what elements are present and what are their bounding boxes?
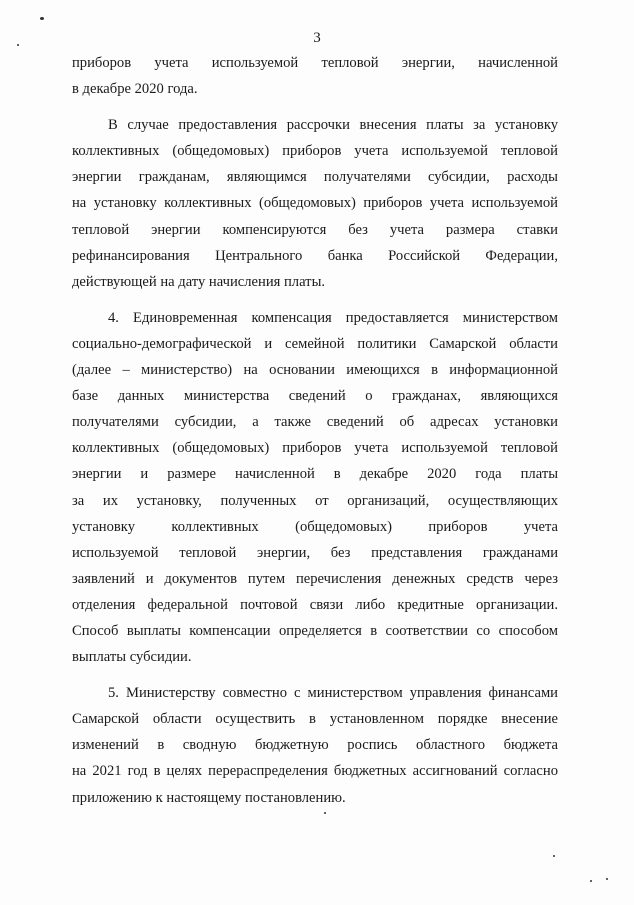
scan-speck	[324, 812, 326, 814]
text-line: базе данных министерства сведений о гражданах, являющихся	[72, 388, 558, 405]
paragraph-clause-4	[72, 305, 558, 670]
text-line: рефинансирования Центрального банка Российской Федерации,	[72, 247, 558, 264]
text-line: на 2021 год в целях перераспределения бюджетных ассигнований согласно	[72, 763, 558, 780]
text-line: отделения федеральной почтовой связи либо кредитные организации.	[72, 596, 558, 613]
text-line: коллективных (общедомовых) приборов учета используемой тепловой	[72, 440, 558, 457]
scan-speck	[606, 878, 608, 880]
text-line: приложению к настоящему постановлению.	[72, 789, 346, 806]
text-line: получателями субсидии, а также сведений об адресах установки	[72, 414, 558, 431]
text-line: заявлений и документов путем перечисления денежных средств через	[72, 570, 558, 587]
text-line: Способ выплаты компенсации определяется в соответствии со способом	[72, 622, 558, 639]
scan-speck	[590, 880, 592, 882]
text-line: Самарской области осуществить в установленном порядке внесение	[72, 711, 558, 728]
text-line: тепловой энергии компенсируются без учета размера ставки	[72, 221, 558, 238]
paragraph-installment	[72, 112, 558, 295]
text-line: действующей на дату начисления платы.	[72, 273, 326, 290]
text-line: за их установку, полученных от организаций, осуществляющих	[72, 492, 558, 509]
text-line: 5. Министерству совместно с министерством управления финансами	[108, 685, 558, 702]
text-line: (далее – министерство) на основании имеющихся в информационной	[72, 362, 558, 379]
text-line: выплаты субсидии.	[72, 649, 192, 666]
text-line: на установку коллективных (общедомовых) приборов учета используемой	[72, 195, 558, 212]
text-line: изменений в сводную бюджетную роспись областного бюджета	[72, 737, 558, 754]
page-number: 3	[313, 30, 321, 46]
text-line: используемой тепловой энергии, без представления гражданами	[72, 544, 558, 561]
scan-speck	[553, 855, 555, 857]
text-line: коллективных (общедомовых) приборов учета используемой тепловой	[72, 143, 558, 160]
text-line: энергии гражданам, являющимся получателями субсидии, расходы	[72, 169, 558, 186]
text-line: социально-демографической и семейной политики Самарской области	[72, 335, 558, 352]
scan-speck	[17, 44, 19, 46]
paragraph-clause-5	[72, 680, 558, 810]
paragraph-continuation	[72, 50, 558, 102]
text-line: установку коллективных (общедомовых) приборов учета	[72, 518, 558, 535]
text-line: В случае предоставления рассрочки внесения платы за установку	[108, 117, 558, 134]
text-line: в декабре 2020 года.	[72, 81, 198, 98]
text-line: энергии и размере начисленной в декабре 2020 года платы	[72, 466, 558, 483]
text-line: приборов учета используемой тепловой энергии, начисленной	[72, 55, 558, 71]
document-body	[72, 50, 558, 811]
text-line: 4. Единовременная компенсация предоставляется министерством	[108, 309, 558, 326]
scan-speck	[40, 17, 44, 20]
